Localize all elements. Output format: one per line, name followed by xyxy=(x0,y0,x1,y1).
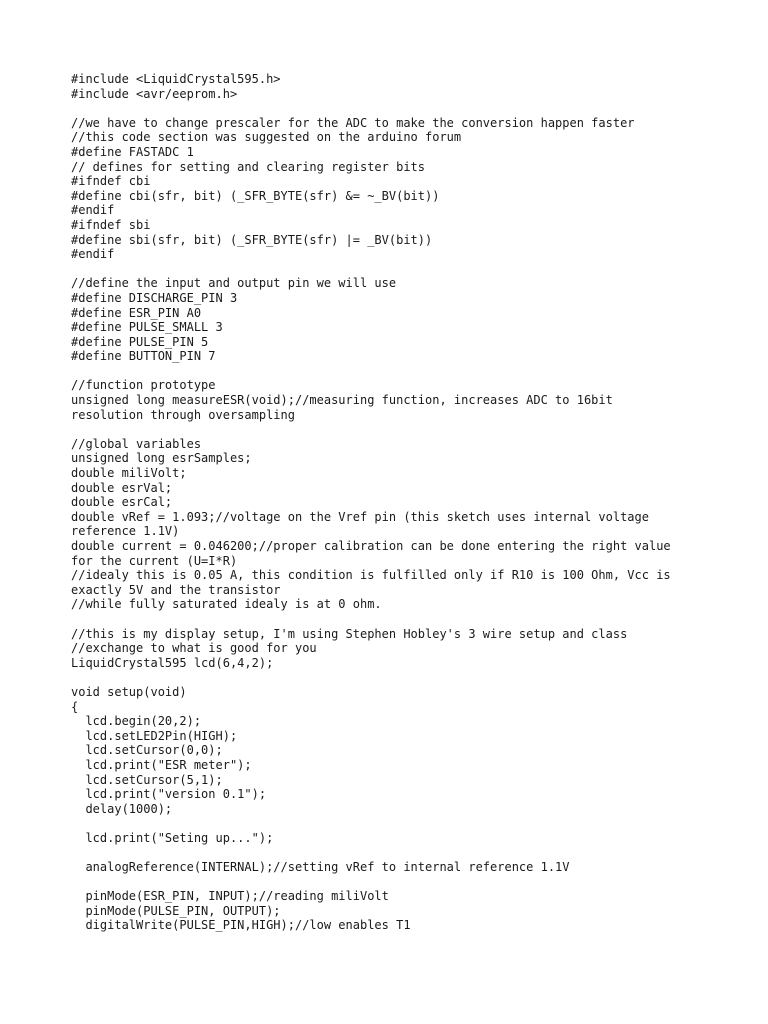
code-line: // defines for setting and clearing register bits xyxy=(71,159,426,174)
code-line: #ifndef cbi xyxy=(71,174,151,189)
code-line: //define the input and output pin we will use xyxy=(71,276,397,291)
code-line: #define cbi(sfr, bit) (_SFR_BYTE(sfr) &= ~_BV(bit)) xyxy=(71,188,440,203)
code-line: lcd.setCursor(5,1); xyxy=(71,772,223,787)
code-line: //this is my display setup, I'm using Stephen Hobley's 3 wire setup and class xyxy=(71,626,628,641)
code-line: for the current (U=I*R) xyxy=(71,553,238,568)
code-line xyxy=(71,101,751,116)
code-line: double miliVolt; xyxy=(71,466,187,481)
code-line: delay(1000); xyxy=(71,801,173,816)
code-line xyxy=(71,364,751,379)
code-line: unsigned long esrSamples; xyxy=(71,451,252,466)
code-line xyxy=(71,816,751,831)
code-line: lcd.setCursor(0,0); xyxy=(71,743,223,758)
code-line: #define PULSE_SMALL 3 xyxy=(71,320,223,335)
code-line: #endif xyxy=(71,247,115,262)
code-line: double vRef = 1.093;//voltage on the Vref pin (this sketch uses internal voltage xyxy=(71,509,649,524)
source-code-block xyxy=(71,72,751,933)
code-line: double esrCal; xyxy=(71,495,173,510)
code-line: analogReference(INTERNAL);//setting vRef to internal reference 1.1V xyxy=(71,860,570,875)
code-line: lcd.print("ESR meter"); xyxy=(71,757,252,772)
code-line: lcd.print("version 0.1"); xyxy=(71,787,267,802)
code-line: //this code section was suggested on the arduino forum xyxy=(71,130,462,145)
code-line: pinMode(ESR_PIN, INPUT);//reading miliVolt xyxy=(71,889,389,904)
code-line: lcd.setLED2Pin(HIGH); xyxy=(71,728,238,743)
code-line: #define DISCHARGE_PIN 3 xyxy=(71,290,238,305)
code-line: #include <LiquidCrystal595.h> xyxy=(71,72,281,86)
code-line: //we have to change prescaler for the ADC to make the conversion happen faster xyxy=(71,115,635,130)
code-line: reference 1.1V) xyxy=(71,524,180,539)
code-line xyxy=(71,845,751,860)
code-line: //global variables xyxy=(71,436,202,451)
code-line: resolution through oversampling xyxy=(71,407,295,422)
code-line: unsigned long measureESR(void);//measuring function, increases ADC to 16bit xyxy=(71,393,613,408)
code-line: pinMode(PULSE_PIN, OUTPUT); xyxy=(71,903,281,918)
code-line: LiquidCrystal595 lcd(6,4,2); xyxy=(71,655,274,670)
code-line xyxy=(71,612,751,627)
code-line: digitalWrite(PULSE_PIN,HIGH);//low enables T1 xyxy=(71,918,411,933)
code-line: #define BUTTON_PIN 7 xyxy=(71,349,216,364)
code-line: //exchange to what is good for you xyxy=(71,641,317,656)
code-line: #define PULSE_PIN 5 xyxy=(71,334,209,349)
code-line: #define sbi(sfr, bit) (_SFR_BYTE(sfr) |= _BV(bit)) xyxy=(71,232,433,247)
code-line: #define ESR_PIN A0 xyxy=(71,305,202,320)
code-line xyxy=(71,422,751,437)
code-line: #ifndef sbi xyxy=(71,217,151,232)
code-line xyxy=(71,262,751,277)
code-line: #include <avr/eeprom.h> xyxy=(71,86,238,101)
code-line: void setup(void) xyxy=(71,684,187,699)
code-line: #endif xyxy=(71,203,115,218)
code-line: //function prototype xyxy=(71,378,216,393)
code-line: //while fully saturated idealy is at 0 ohm. xyxy=(71,597,382,612)
code-line: exactly 5V and the transistor xyxy=(71,582,281,597)
code-line: double current = 0.046200;//proper calibration can be done entering the right value xyxy=(71,539,671,553)
code-line xyxy=(71,670,751,685)
code-line: lcd.print("Seting up..."); xyxy=(71,830,274,845)
code-line: double esrVal; xyxy=(71,480,173,495)
code-line: { xyxy=(71,699,79,714)
code-line: lcd.begin(20,2); xyxy=(71,714,202,729)
code-line: #define FASTADC 1 xyxy=(71,144,194,159)
code-line: //idealy this is 0.05 A, this condition is fulfilled only if R10 is 100 Ohm, Vcc is xyxy=(71,568,671,583)
code-line xyxy=(71,875,751,890)
